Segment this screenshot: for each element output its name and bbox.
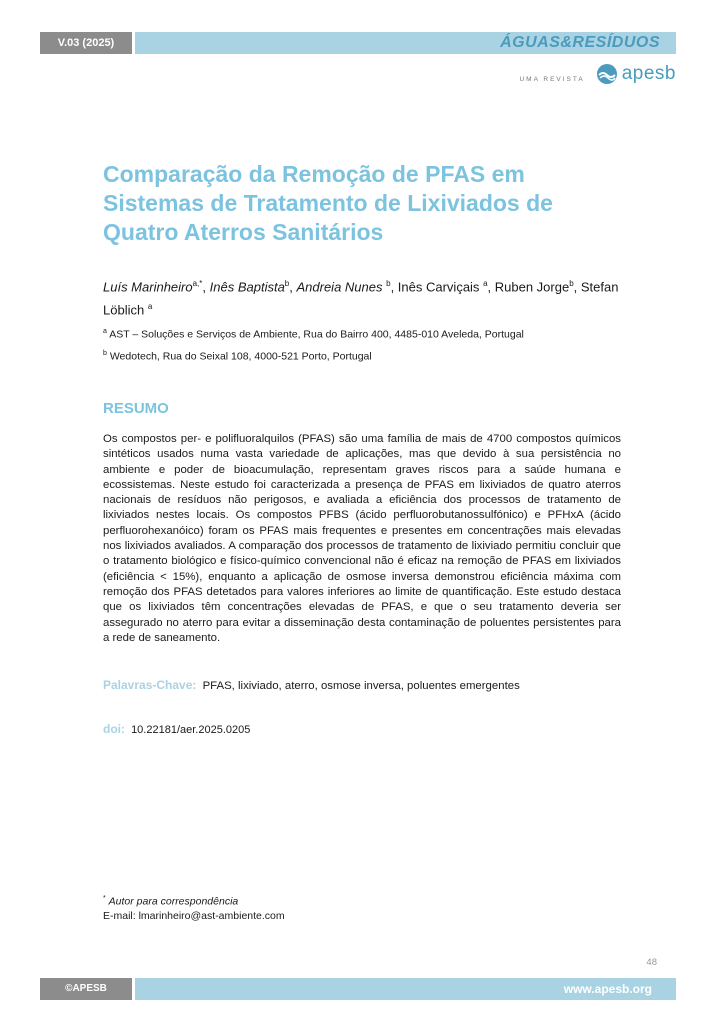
abstract-heading: RESUMO — [103, 400, 169, 417]
author-mark: a — [483, 279, 488, 288]
paper-title: Comparação da Remoção de PFAS em Sistemas de Tratamento de Lixiviados de Quatro Aterros Sanitários — [103, 161, 553, 245]
author-mark: b — [386, 279, 391, 288]
doi — [103, 722, 623, 736]
author-mark: b — [284, 279, 290, 288]
keywords — [103, 678, 623, 692]
author-name: Andreia Nunes — [296, 279, 383, 295]
author-list: Luís Marinheiro$^{a,*}$, Inês Baptista$^b$, Andreia Nunes $^b$, Inês Carviçais $^a$, Ruben Jorge$^b$, Stefan Löblich $^a$ — [103, 279, 619, 318]
copyright-label: ©APESB — [40, 978, 132, 1000]
footnote — [103, 892, 623, 923]
author-name: Inês Baptista — [209, 279, 285, 295]
author-mark: a,* — [192, 279, 203, 288]
affiliation-text: AST – Soluções e Serviços de Ambiente, Rua do Bairro 400, 4485-010 Aveleda, Portugal — [109, 328, 524, 341]
band-separator — [132, 32, 135, 54]
author-mark: a — [147, 302, 153, 312]
affiliation — [103, 325, 623, 342]
footnote-text: Autor para correspondência — [108, 895, 239, 908]
band-separator — [132, 978, 135, 1000]
author-name: Luís Marinheiro — [103, 279, 193, 295]
volume-label: V.03 (2025) — [40, 32, 132, 54]
author-name: Stefan Löblich — [103, 279, 619, 318]
affiliation-text: Wedotech, Rua do Seixal 108, 4000-521 Porto, Portugal — [109, 350, 372, 363]
website-link[interactable]: www.apesb.org — [563, 982, 652, 996]
author-mark: b — [569, 279, 574, 288]
doi-link[interactable]: 10.22181/aer.2025.0205 — [131, 724, 251, 736]
footer-band — [40, 978, 676, 1000]
apesb-wave-icon — [595, 62, 619, 86]
page-number: 48 — [646, 957, 657, 968]
logo-tagline: UMA REVISTA — [519, 75, 585, 83]
keywords-label: Palavras-Chave: — [103, 678, 197, 692]
logo-brand-name: apesb — [621, 63, 676, 84]
author-name: Ruben Jorge — [494, 279, 570, 295]
header-band — [40, 32, 676, 54]
keywords-text: PFAS, lixiviado, aterro, osmose inversa, poluentes emergentes — [202, 680, 520, 692]
affiliation-mark: b — [103, 350, 107, 357]
journal-name: ÁGUAS&RESÍDUOS — [500, 34, 660, 51]
affiliation — [103, 347, 623, 364]
corresponding-email[interactable]: E-mail: lmarinheiro@ast-ambiente.com — [103, 909, 285, 922]
doi-label: doi: — [103, 722, 125, 736]
author-name: Inês Carviçais — [397, 279, 480, 295]
publisher-logo — [519, 60, 676, 88]
footnote-mark: * — [103, 895, 106, 902]
abstract-text: Os compostos per- e polifluoralquilos (PFAS) são uma família de mais de 4700 compostos químicos sintéticos usados numa vasta variedade de aplicações, mas que devido à sua persistência no ambiente e poder de bioacumulação, representam graves riscos para a saúde humana e ecossistemas. Neste estudo foi caracterizada a presença de PFAS em lixiviados de quatro aterros nacionais de resíduos não perigosos, e avaliada a eficiência dos processos de tratamento de lixiviados nestes locais. Os compostos PFBS (ácido perfluorobutanossulfónico) e PFHxA (ácido perfluorohexanóico) foram os PFAS mais frequentes e presentes em concentrações mais elevadas nos lixiviados avaliados. A comparação dos processos de tratamento de lixiviado permitiu concluir que o tratamento biológico e físico-químico convencional não é eficaz na remoção de PFAS em lixiviados (eficiência < 15%), enquanto a aplicação de osmose inversa demonstrou eficiência máxima com remoção dos PFAS detetados para valores inferiores ao limite de quantificação. Este estudo destaca que os lixiviados têm concentrações elevadas de PFAS, e que o seu tratamento deveria ser assegurado no aterro para evitar a disseminação desta contaminação de poluentes persistentes para a rede de saneamento. — [103, 433, 621, 644]
affiliation-mark: a — [103, 328, 107, 335]
